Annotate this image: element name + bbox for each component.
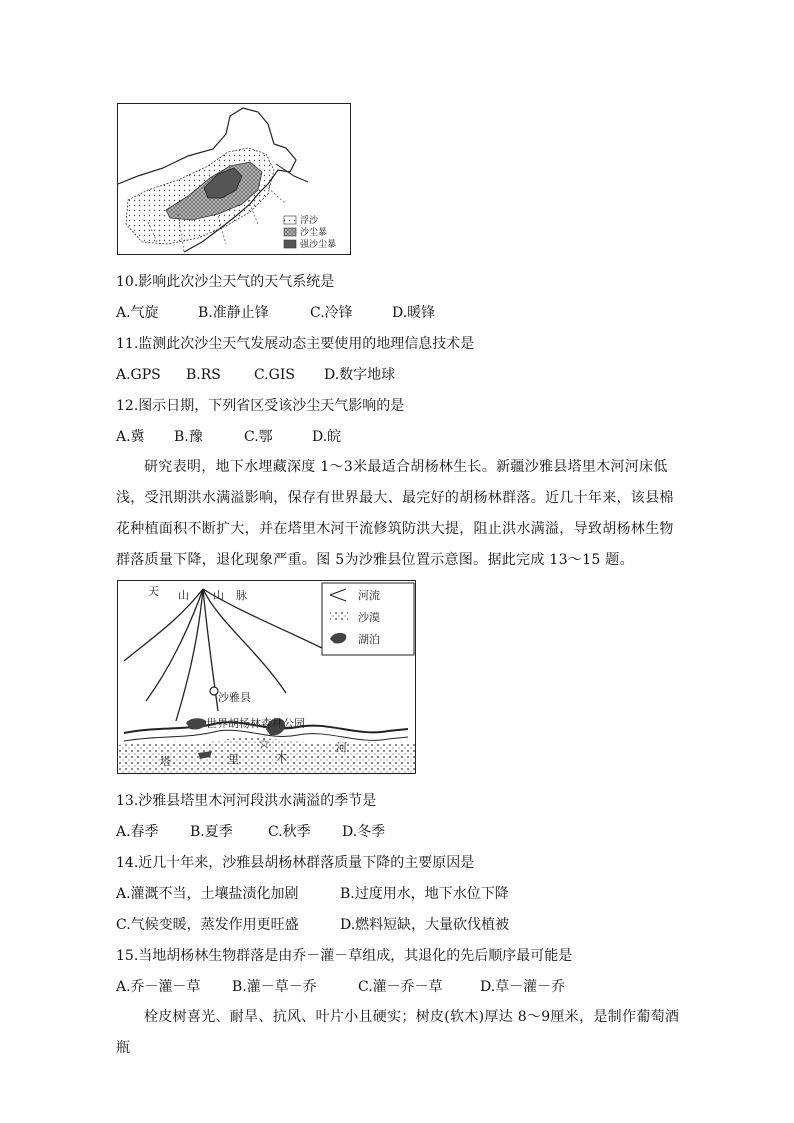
- legend-desert-icon: [330, 611, 348, 621]
- question-10-options: [116, 302, 435, 322]
- label-county: 沙雅县: [218, 691, 251, 704]
- question-15-stem: 15.当地胡杨林生物群落是由乔－灌－草组成，其退化的先后顺序最可能是: [116, 948, 573, 964]
- option[interactable]: B.准静止锋: [198, 305, 269, 321]
- label-river-ta: 塔: [160, 755, 171, 768]
- legend-lake: 湖泊: [358, 633, 380, 646]
- question-10-stem: 10.影响此次沙尘天气的天气系统是: [116, 274, 335, 290]
- option[interactable]: D.燃料短缺，大量砍伐植被: [340, 917, 510, 933]
- question-13-stem: 13.沙雅县塔里木河河段洪水满溢的季节是: [116, 793, 377, 809]
- reading-passage-2: 栓皮树喜光、耐旱、抗风、叶片小且硬实；树皮(软木)厚达 8～9厘米，是制作葡萄酒瓶: [116, 1009, 680, 1056]
- question-12-stem: 12.图示日期，下列省区受该沙尘天气影响的是: [116, 398, 405, 414]
- legend-sandstorm: 沙尘暴: [300, 228, 328, 238]
- county-marker: [210, 687, 218, 695]
- question-14-options-row2: [116, 914, 509, 934]
- option[interactable]: C.GIS: [254, 367, 295, 383]
- question-11-stem: 11.监测此次沙尘天气发展动态主要使用的地理信息技术是: [116, 336, 475, 352]
- question-12-options: [116, 426, 341, 446]
- option[interactable]: C.冷锋: [310, 305, 353, 321]
- option[interactable]: A.GPS: [116, 367, 161, 383]
- label-river-li: 里: [228, 753, 239, 766]
- option[interactable]: D.数字地球: [324, 367, 396, 383]
- option[interactable]: A.气旋: [116, 305, 159, 321]
- park-star-icon: ☆: [258, 736, 271, 752]
- option[interactable]: B.豫: [174, 429, 203, 445]
- sandstorm-map: [117, 103, 351, 255]
- legend-floating-sand: 浮沙: [300, 216, 319, 226]
- option[interactable]: B.过度用水，地下水位下降: [340, 886, 509, 902]
- label-mai: 脉: [236, 589, 247, 602]
- option[interactable]: C.鄂: [244, 429, 273, 445]
- question-15-options: [116, 976, 565, 996]
- option[interactable]: B.夏季: [190, 824, 233, 840]
- question-14-options-row1: [116, 883, 509, 903]
- label-shan2: 山: [213, 589, 224, 602]
- option[interactable]: D.冬季: [342, 824, 386, 840]
- option[interactable]: A.冀: [116, 429, 145, 445]
- option[interactable]: C.秋季: [268, 824, 311, 840]
- option[interactable]: D.皖: [312, 429, 342, 445]
- question-11-options: [116, 364, 395, 384]
- shaya-county-map: [117, 580, 416, 774]
- legend-river: 河流: [358, 589, 380, 602]
- label-river-mu: 木: [276, 751, 287, 764]
- reading-passage: 研究表明，地下水埋藏深度 1～3米最适合胡杨林生长。新疆沙雅县塔里木河河床低浅，受汛期洪水满溢影响，保存有世界最大、最完好的胡杨林群落。近几十年来，该县棉花种植面积不断扩大，并在塔里木河干流修筑防洪大提，阻止洪水满溢，导致胡杨林生物群落质量下降，退化现象严重。图 5为沙雅县位置示意图。据此完成 13～15 题。: [116, 459, 674, 568]
- option[interactable]: D.暖锋: [392, 305, 436, 321]
- label-river-he: 河: [336, 741, 347, 754]
- question-13-options: [116, 821, 385, 841]
- option[interactable]: C.气候变暖，蒸发作用更旺盛: [116, 917, 299, 933]
- question-14-stem: 14.近几十年来，沙雅县胡杨林群落质量下降的主要原因是: [116, 855, 475, 871]
- option[interactable]: C.灌－乔－草: [358, 979, 443, 995]
- option[interactable]: B.灌－草－乔: [232, 979, 317, 995]
- label-shan: 山: [178, 589, 189, 602]
- option[interactable]: A.灌溉不当，土壤盐渍化加剧: [116, 886, 299, 902]
- option[interactable]: D.草－灌－乔: [480, 979, 566, 995]
- label-park: 世界胡杨林森林公园: [206, 717, 305, 730]
- label-tian: 天: [148, 585, 159, 598]
- option[interactable]: A.春季: [116, 824, 159, 840]
- option[interactable]: B.RS: [186, 367, 221, 383]
- option[interactable]: A.乔－灌－草: [116, 979, 201, 995]
- legend-desert: 沙漠: [358, 611, 380, 624]
- legend-strong-sandstorm: 强沙尘暴: [300, 240, 337, 250]
